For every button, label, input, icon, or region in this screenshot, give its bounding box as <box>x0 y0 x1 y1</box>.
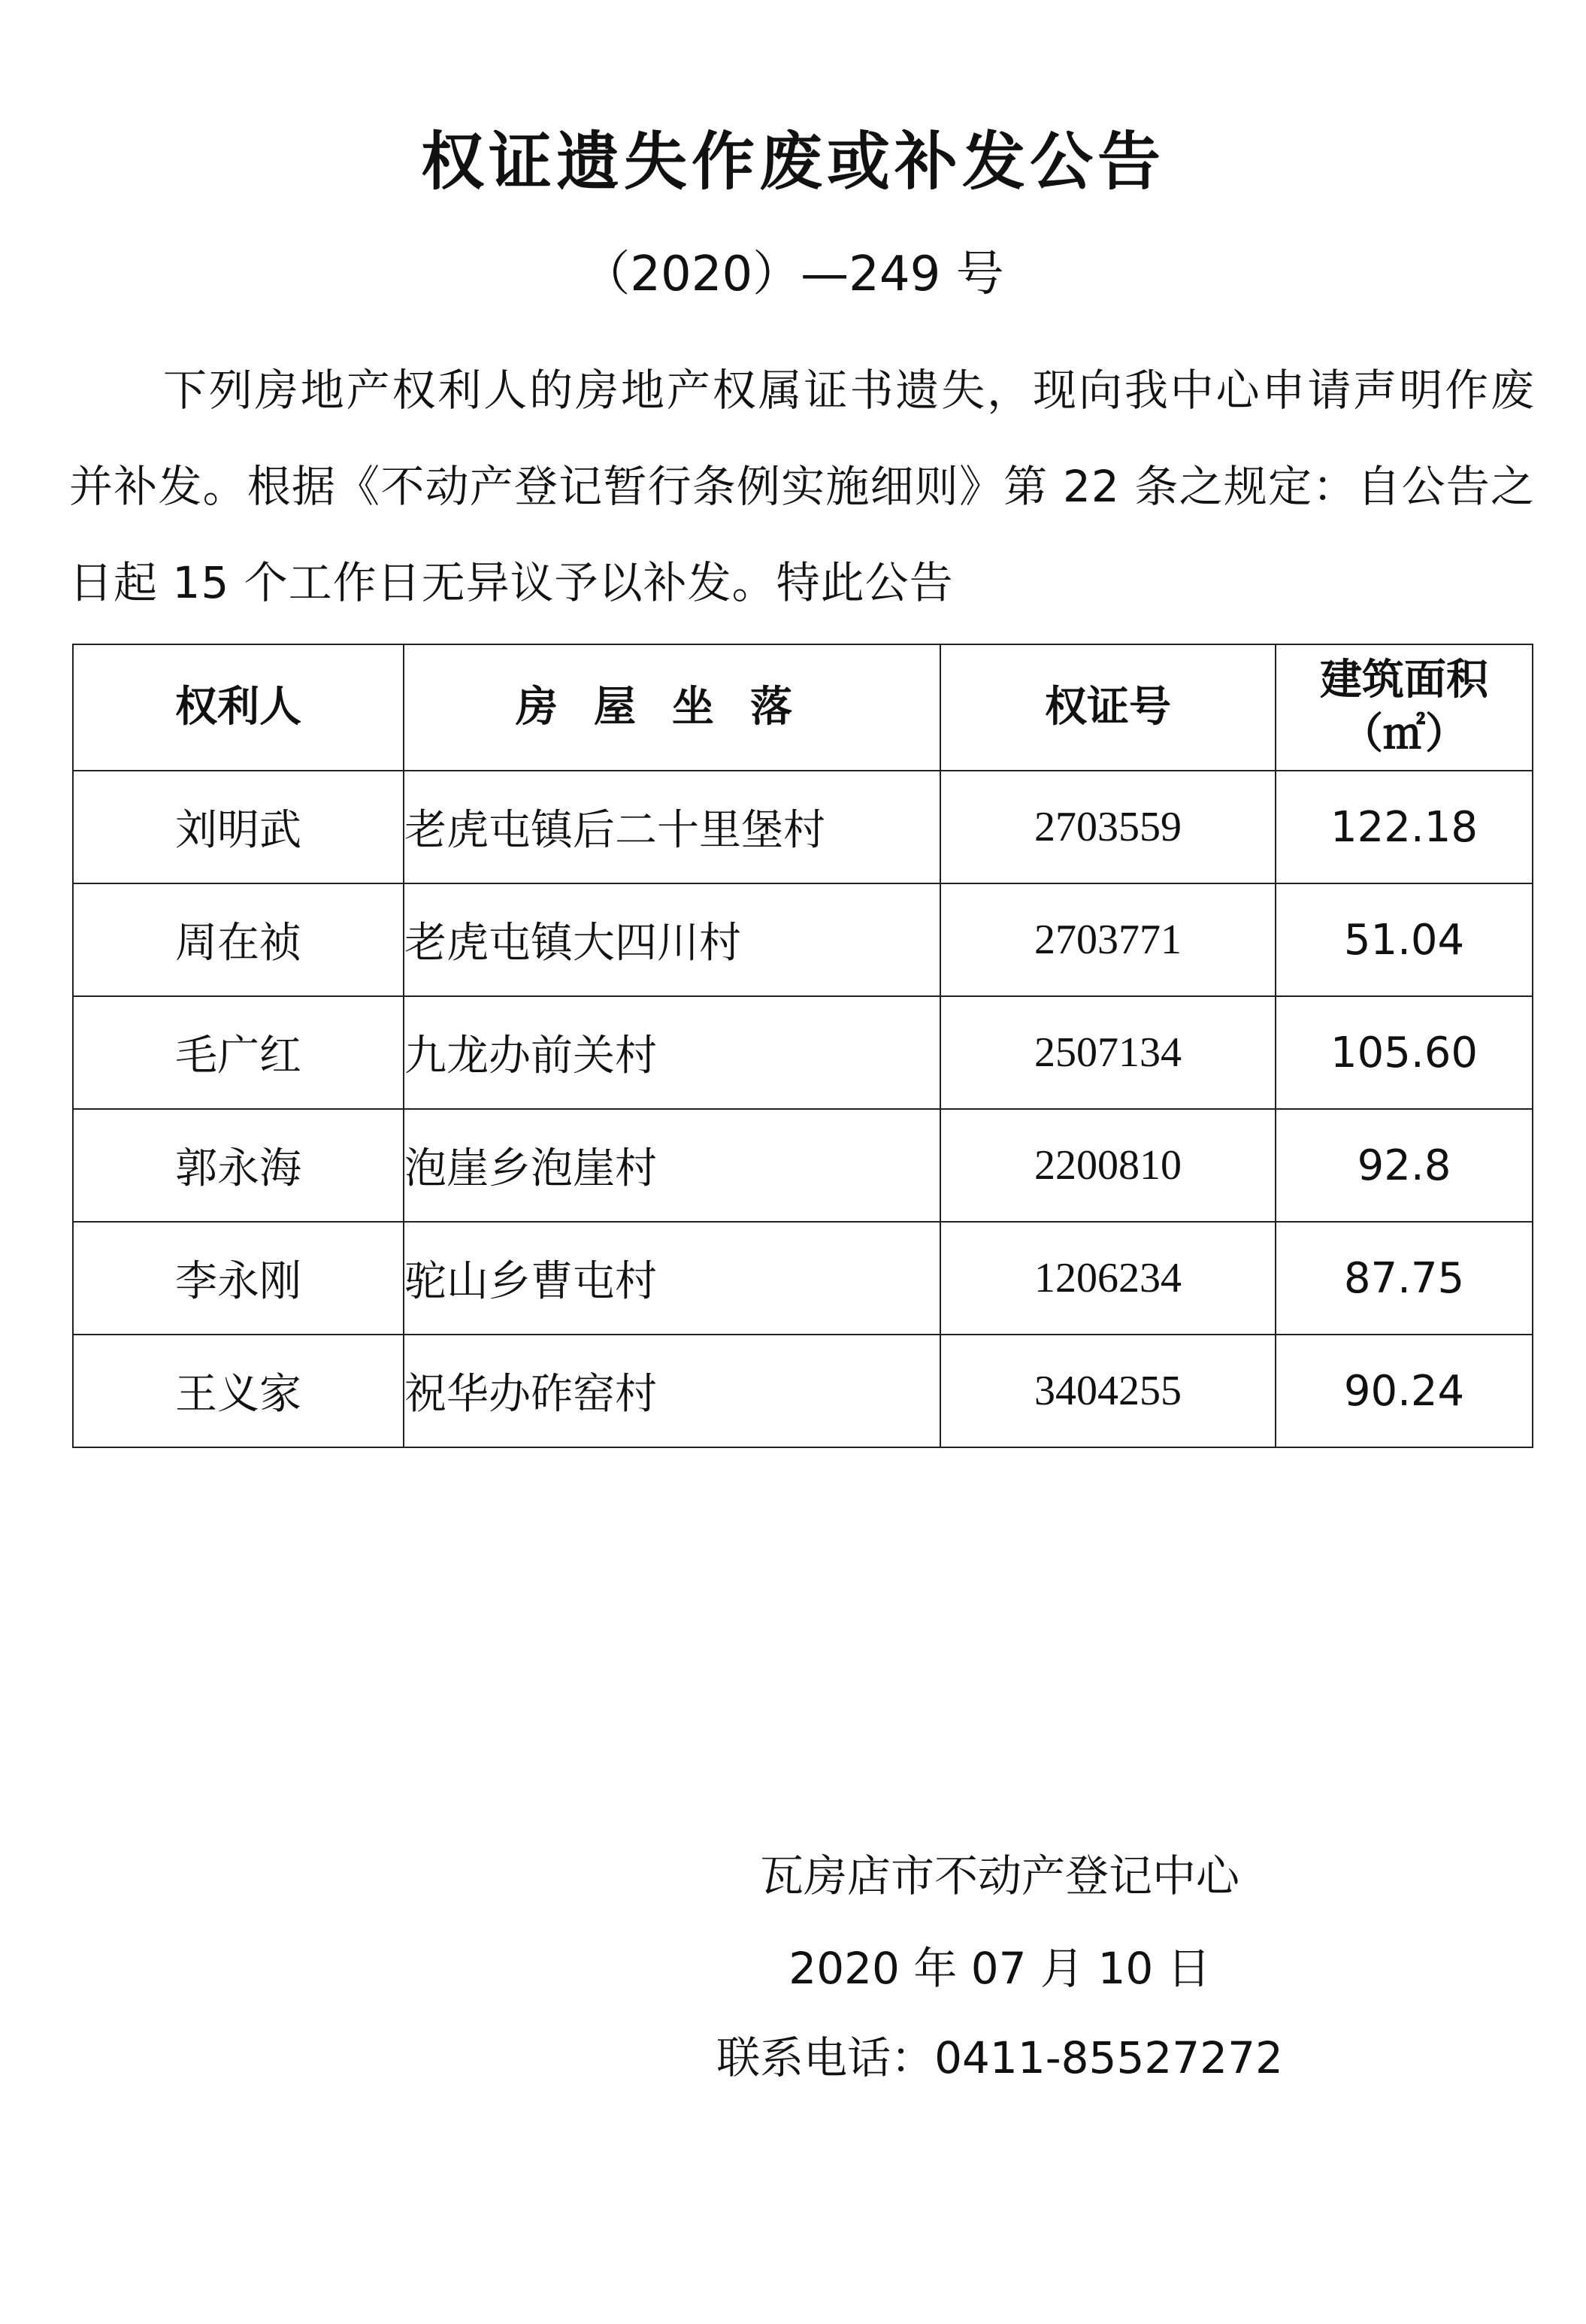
cell-certificate-number: 1206234 <box>940 1222 1276 1335</box>
cell-rights-holder: 周在祯 <box>73 883 404 996</box>
cell-rights-holder: 毛广红 <box>73 996 404 1109</box>
cell-location: 九龙办前关村 <box>404 996 940 1109</box>
cell-certificate-number: 2703559 <box>940 771 1276 883</box>
header-location-label: 房屋坐落 <box>516 683 828 732</box>
cell-certificate-number: 2703771 <box>940 883 1276 996</box>
cell-rights-holder: 王义家 <box>73 1335 404 1447</box>
cell-floor-area: 90.24 <box>1276 1335 1533 1447</box>
cell-floor-area: 87.75 <box>1276 1222 1533 1335</box>
cell-location: 祝华办砟窑村 <box>404 1335 940 1447</box>
notice-title: 权证遗失作废或补发公告 <box>420 125 1165 198</box>
header-rights-holder: 权利人 <box>73 644 404 771</box>
cell-floor-area: 105.60 <box>1276 996 1533 1109</box>
document-number: （2020）—249 号 <box>582 247 1004 302</box>
table-row <box>73 1335 1533 1447</box>
cell-rights-holder: 郭永海 <box>73 1109 404 1222</box>
cell-floor-area: 92.8 <box>1276 1109 1533 1222</box>
cell-location: 驼山乡曹屯村 <box>404 1222 940 1335</box>
table-row <box>73 883 1533 996</box>
cell-location: 老虎屯镇大四川村 <box>404 883 940 996</box>
issuing-organization: 瓦房店市不动产登记中心 <box>759 1850 1239 1901</box>
cell-location: 泡崖乡泡崖村 <box>404 1109 940 1222</box>
contact-phone: 联系电话：0411-85527272 <box>716 2032 1283 2083</box>
table-row <box>73 1109 1533 1222</box>
issue-date: 2020 年 07 月 10 日 <box>788 1943 1211 1994</box>
notice-body: 下列房地产权利人的房地产权属证书遗失，现向我中心申请声明作废并补发。根据《不动产登记暂行条例实施细则》第 22 条之规定：自公告之日起 15 个工作日无异议予以补发。特此公告 <box>69 365 1535 608</box>
cell-location: 老虎屯镇后二十里堡村 <box>404 771 940 883</box>
records-table <box>72 644 1533 1448</box>
header-location <box>404 644 940 771</box>
header-floor-area-label: 建筑面积 <box>1320 656 1488 704</box>
table-header-row <box>73 644 1533 771</box>
header-floor-area <box>1276 644 1533 771</box>
cell-certificate-number: 3404255 <box>940 1335 1276 1447</box>
table-row <box>73 1222 1533 1335</box>
cell-floor-area: 122.18 <box>1276 771 1533 883</box>
table-row <box>73 996 1533 1109</box>
cell-rights-holder: 刘明武 <box>73 771 404 883</box>
header-floor-area-unit: （㎡） <box>1341 710 1467 759</box>
table-row <box>73 771 1533 883</box>
cell-floor-area: 51.04 <box>1276 883 1533 996</box>
header-certificate-number: 权证号 <box>940 644 1276 771</box>
cell-certificate-number: 2507134 <box>940 996 1276 1109</box>
cell-certificate-number: 2200810 <box>940 1109 1276 1222</box>
cell-rights-holder: 李永刚 <box>73 1222 404 1335</box>
